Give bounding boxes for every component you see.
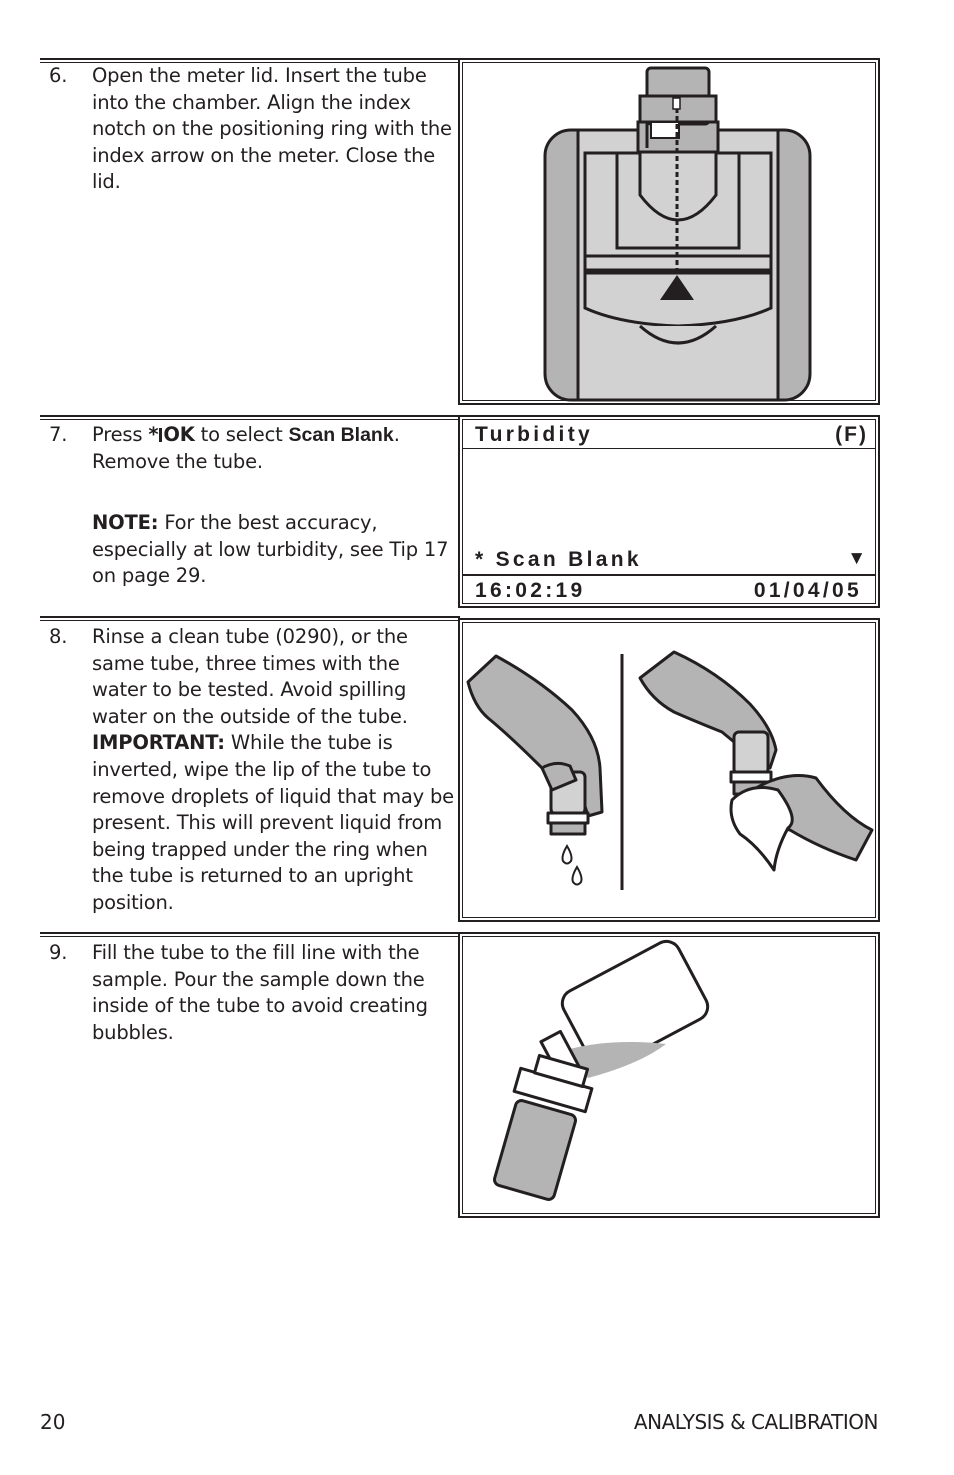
note-label: NOTE: bbox=[92, 511, 159, 535]
rule-step-6 bbox=[40, 58, 460, 60]
lcd-display bbox=[458, 415, 880, 608]
display-title: Turbidity bbox=[475, 423, 593, 446]
figure-rinse-wipe bbox=[458, 618, 880, 922]
display-mode: (F) bbox=[835, 423, 868, 446]
step-number: 8. bbox=[49, 625, 68, 648]
rule-step-7 bbox=[40, 415, 460, 417]
step-number: 9. bbox=[49, 941, 68, 964]
rule-step-9 bbox=[40, 932, 460, 934]
note-text: NOTE: For the best accuracy, especially at low turbidity, see Tip 17 on page 29. bbox=[92, 511, 449, 588]
step-9 bbox=[40, 940, 455, 1046]
display-status-divider bbox=[463, 574, 875, 576]
scroll-down-arrow: ▼ bbox=[847, 548, 866, 569]
step-text: Rinse a clean tube (0290), or the same tube, three times with the water to be tested. Avoid spilling water on the outside of the tube. IMPORTANT: While the tube is inverted, wipe the lip of the tube to remove droplets of liquid that may be present. This will prevent liquid from being trapped under the ring when the tube is returned to an upright position. bbox=[92, 625, 454, 914]
step-text: Open the meter lid. Insert the tube into the chamber. Align the index notch on the positioning ring with the index arrow on the meter. Close the lid. bbox=[92, 64, 452, 194]
step-7 bbox=[40, 422, 455, 590]
rinse-wipe-illustration bbox=[460, 620, 877, 919]
display-date: 01/04/05 bbox=[753, 579, 862, 602]
menu-item-label: Scan Blank bbox=[288, 424, 394, 446]
figure-meter-tube bbox=[458, 58, 880, 405]
step-6 bbox=[40, 63, 455, 196]
display-time: 16:02:19 bbox=[475, 579, 586, 602]
meter-illustration bbox=[460, 60, 877, 402]
step-8 bbox=[40, 624, 455, 917]
page-number: 20 bbox=[40, 1410, 66, 1434]
step-number: 6. bbox=[49, 64, 68, 87]
figure-pour-sample bbox=[458, 932, 880, 1218]
pour-sample-illustration bbox=[460, 934, 877, 1215]
step-text: Fill the tube to the fill line with the sample. Pour the sample down the inside of the tube to avoid creating bubbles. bbox=[92, 941, 428, 1044]
step-number: 7. bbox=[49, 423, 68, 446]
important-label: IMPORTANT: bbox=[92, 731, 225, 755]
ok-key-label: * OK bbox=[148, 423, 195, 446]
rule-step-8 bbox=[40, 616, 460, 618]
display-menu: * Scan Blank bbox=[475, 548, 642, 571]
step-text: Press * OK to select Scan Blank. Remove the tube. bbox=[92, 423, 400, 473]
section-title: ANALYSIS & CALIBRATION bbox=[633, 1410, 878, 1434]
display-title-divider bbox=[463, 448, 875, 449]
